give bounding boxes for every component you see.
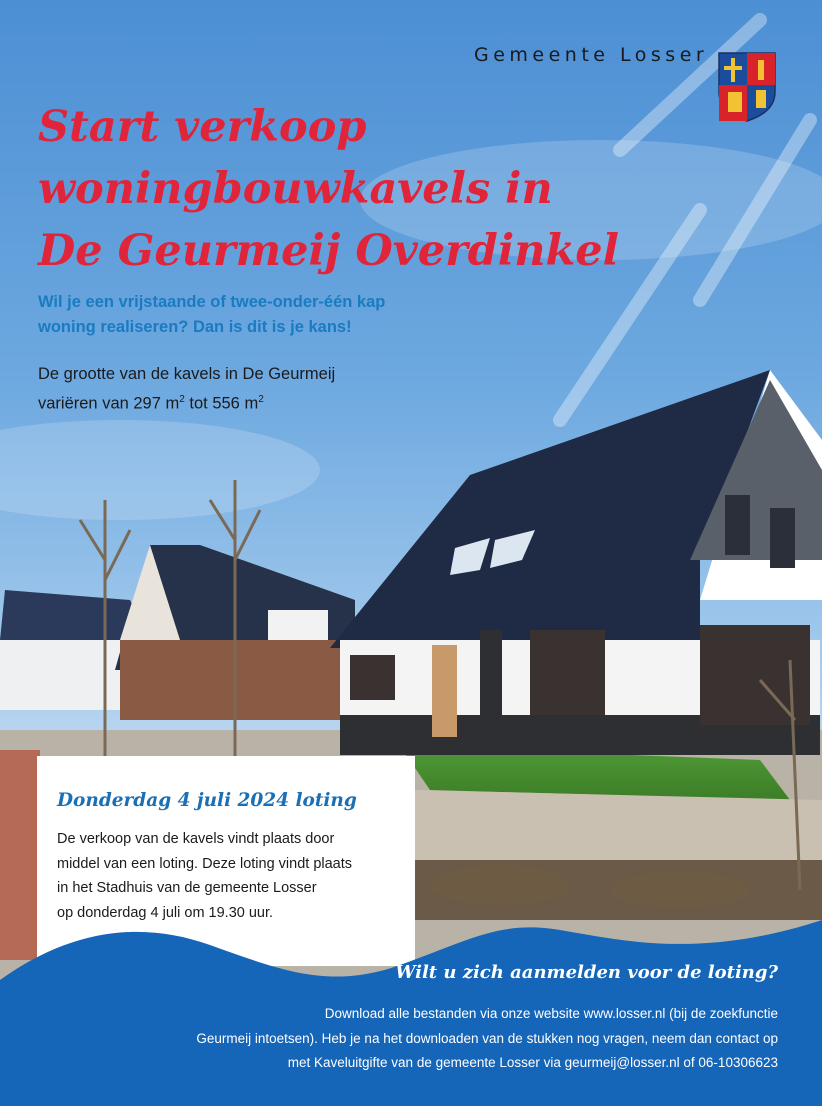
plot-size-text: [38, 362, 418, 417]
municipality-name: Gemeente Losser: [474, 44, 709, 66]
headline-line-1: Start verkoop: [38, 102, 367, 152]
lottery-line-3: in het Stadhuis van de gemeente Losser: [57, 880, 317, 896]
plot-size-range-start: variëren van 297 m: [38, 394, 180, 413]
lottery-line-4: op donderdag 4 juli om 19.30 uur.: [57, 904, 274, 921]
lottery-title: Donderdag 4 juli 2024 loting: [57, 790, 357, 811]
registration-line-1: Download alle bestanden via onze website www.losser.nl (bij de zoekfunctie: [324, 1006, 778, 1021]
lottery-line-2: middel van een loting. Deze loting vindt plaats: [57, 855, 353, 872]
plot-size-line-1: De grootte van de kavels in De Geurmeij: [38, 365, 336, 383]
registration-line-2: Geurmeij intoetsen). Heb je na het downloaden van de stukken nog vragen, neem dan contact op: [196, 1030, 778, 1046]
registration-heading: Wilt u zich aanmelden voor de loting?: [395, 962, 778, 983]
square-unit-superscript: 2: [179, 394, 185, 405]
registration-text: [58, 1002, 778, 1076]
registration-line-3: met Kaveluitgifte van de gemeente Losser via geurmeij@losser.nl of 06-10306623: [287, 1055, 778, 1070]
lottery-line-1: De verkoop van de kavels vindt plaats door: [57, 831, 335, 847]
headline-line-3: De Geurmeij Overdinkel: [38, 226, 619, 276]
municipal-coat-of-arms-icon: [718, 52, 776, 122]
plot-size-range-end: tot 556 m: [184, 394, 259, 413]
square-unit-superscript: 2: [258, 394, 264, 405]
subheadline-line-1: Wil je een vrijstaande of twee-onder-één kap: [38, 293, 386, 311]
subheadline-line-2: woning realiseren? Dan is dit is je kans!: [38, 318, 352, 336]
headline: [38, 96, 638, 282]
headline-line-2: woningbouwkavels in: [38, 164, 553, 214]
subheadline: [38, 290, 498, 340]
